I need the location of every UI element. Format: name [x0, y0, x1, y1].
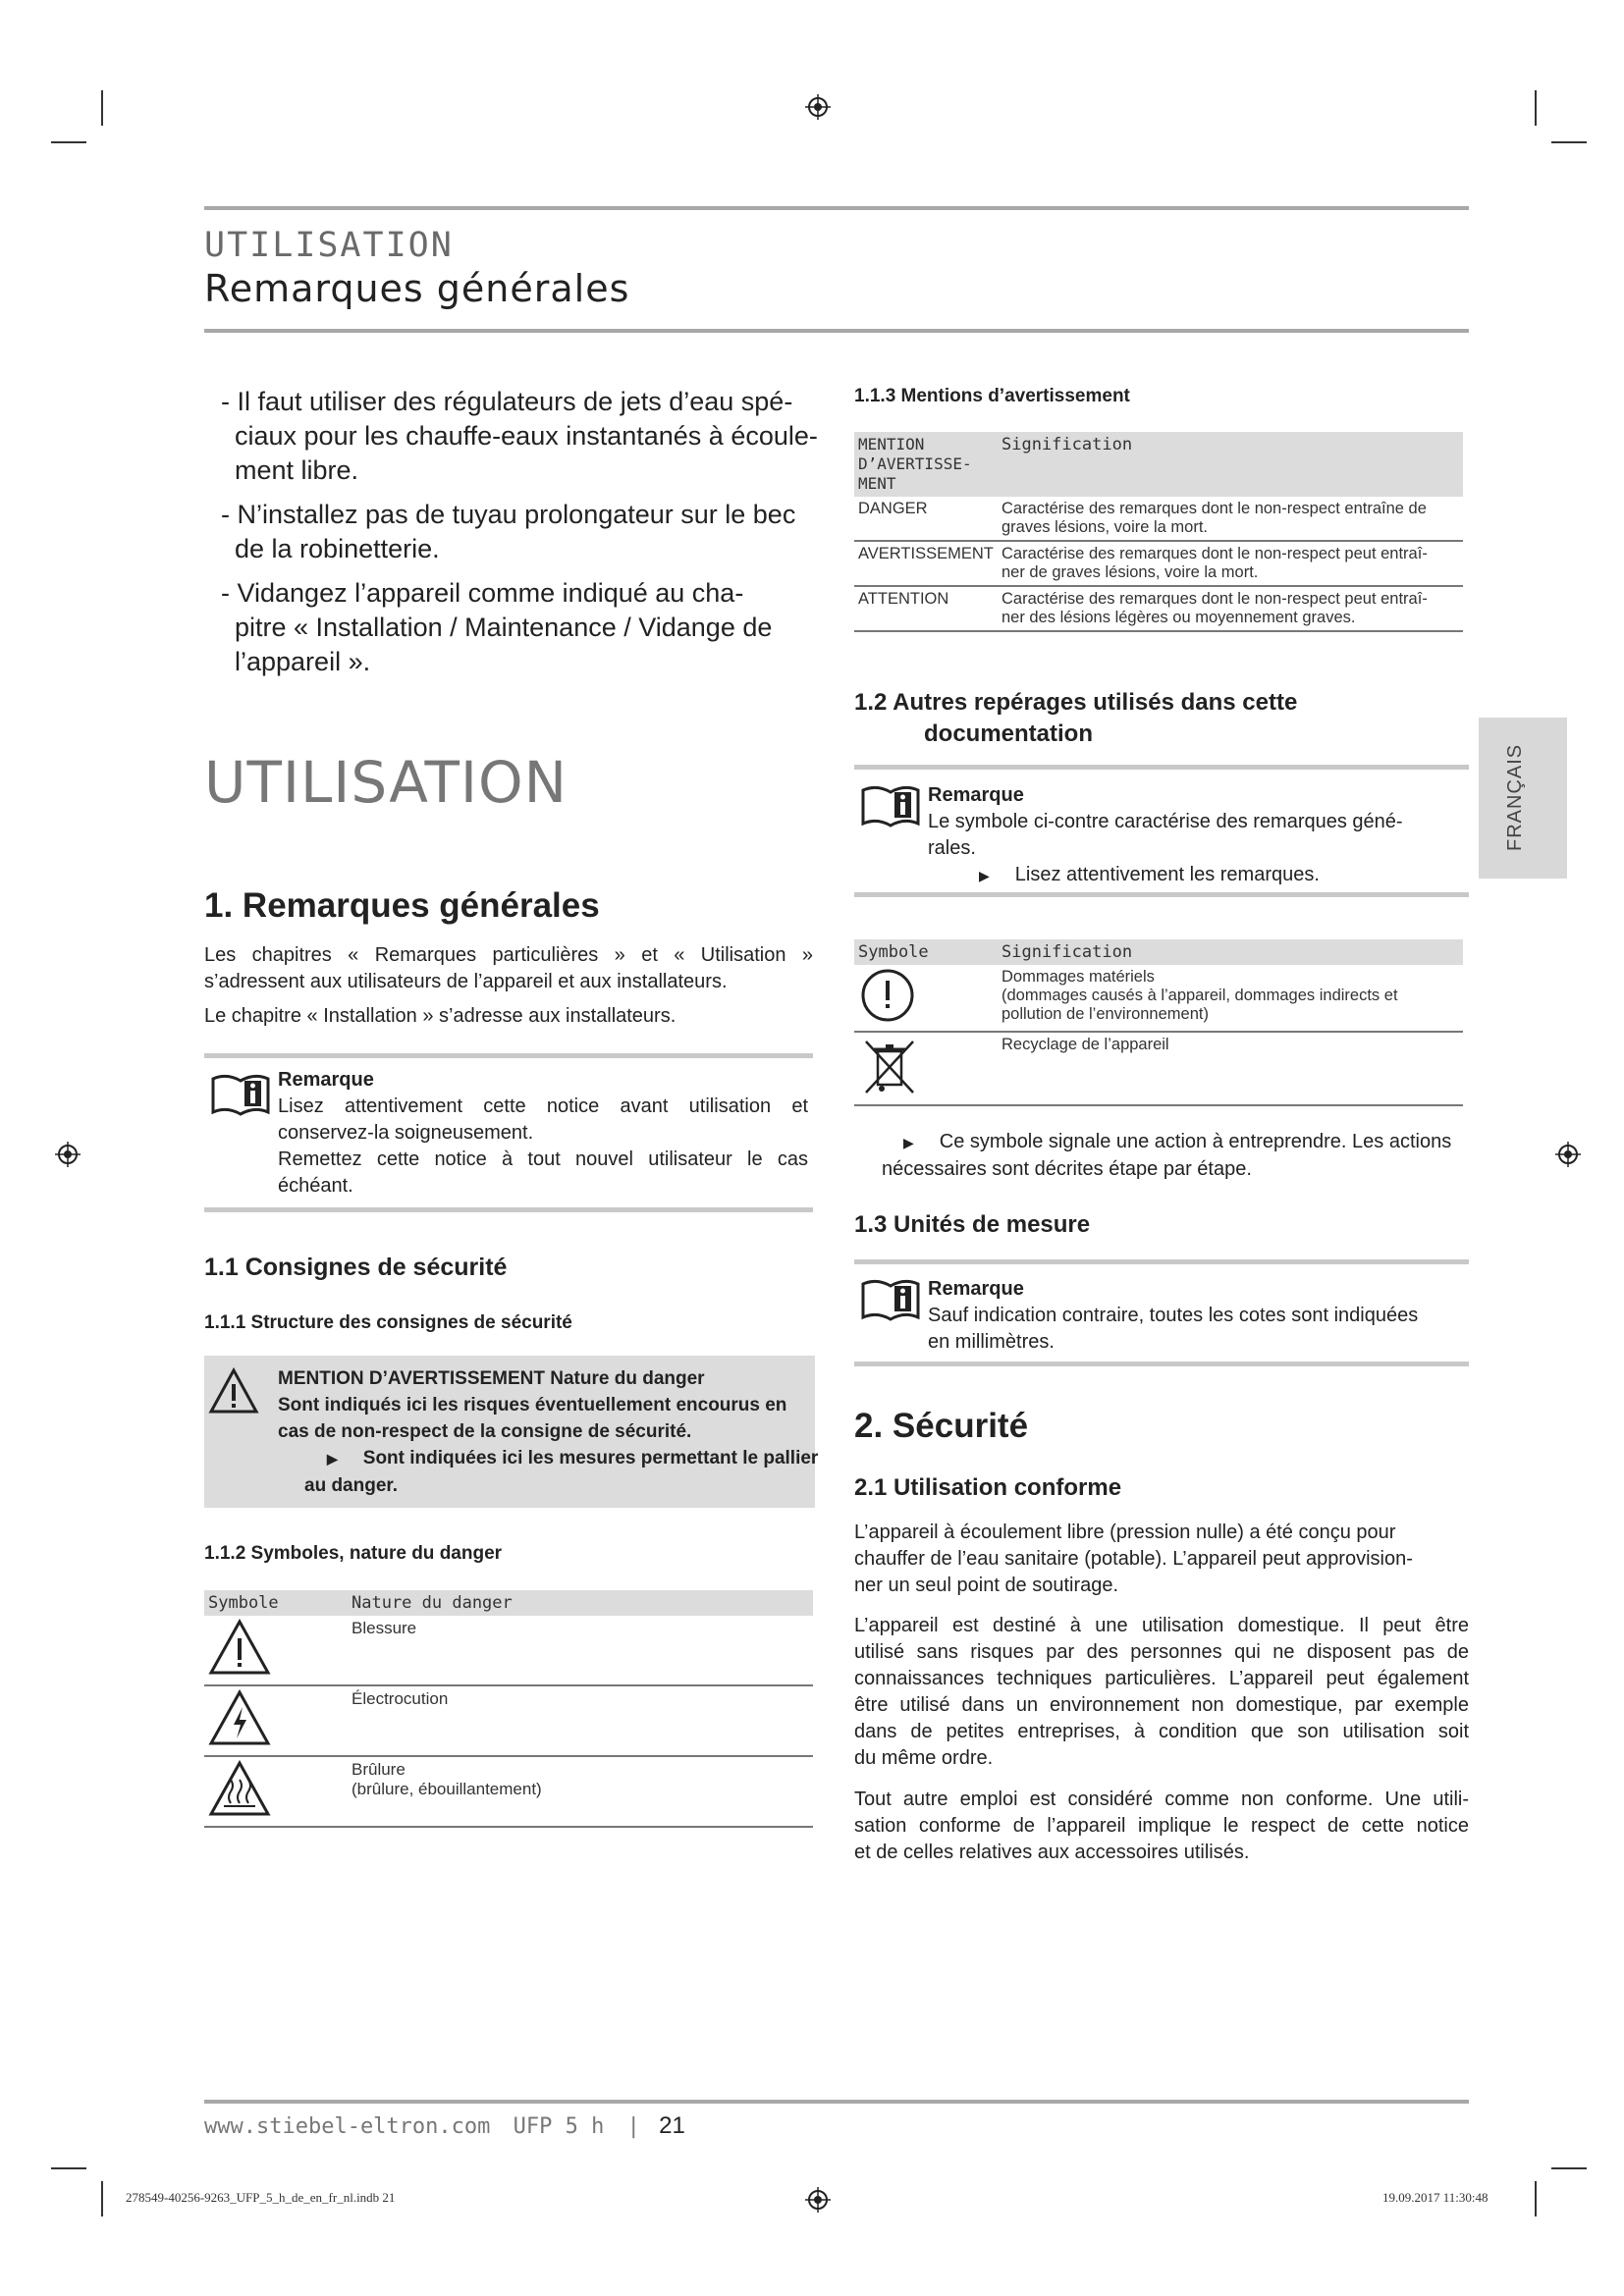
column-header: Symbole [204, 1590, 348, 1616]
signification-cell [998, 965, 1463, 1032]
section-heading-line: 1.2 Autres repérages utilisés dans cette [854, 689, 1298, 716]
action-explanation [882, 1129, 1510, 1183]
footer-product: UFP 5 h [513, 2114, 605, 2139]
warning-line: Sont indiqués ici les risques éventuellement encourus en [278, 1395, 787, 1415]
symbol-cell [204, 1616, 348, 1685]
column-header: Nature du danger [348, 1590, 813, 1616]
header-bottom-rule [204, 329, 1469, 333]
exclamation-circle-icon [858, 968, 917, 1023]
footer-rule [204, 2100, 1469, 2104]
list-item: - Il faut utiliser des régulateurs de jets d’eau spé- [221, 387, 793, 416]
signification-cell [998, 497, 1463, 541]
note-top-rule [854, 1259, 1469, 1264]
mention-table [854, 432, 1463, 632]
paragraph-line: connaissances techniques particulières. L’appareil peut également [854, 1668, 1469, 1689]
table-row [854, 1032, 1463, 1105]
footer-separator: | [626, 2114, 640, 2139]
column-header-line: MENT [858, 474, 896, 493]
note-line: Lisez attentivement cette notice avant utilisation et [278, 1095, 808, 1117]
page-number: 21 [659, 2112, 685, 2139]
column-header: Signification [998, 432, 1463, 497]
registration-mark-icon [1555, 1142, 1581, 1167]
crop-mark [101, 2181, 103, 2216]
warning-icon [208, 1619, 271, 1676]
note-remarque [928, 782, 1463, 889]
crop-mark [1551, 141, 1587, 143]
crop-mark [1551, 2167, 1587, 2169]
warning-action-text: Sont indiquées ici les mesures permettant le pallier [362, 1448, 819, 1468]
warning-action [278, 1445, 857, 1472]
warning-line: cas de non-respect de la consigne de sécurité. [278, 1421, 692, 1442]
paragraph-line: du même ordre. [854, 1747, 994, 1769]
paragraph-line: sation conforme de l’appareil implique le respect de cette notice [854, 1815, 1469, 1837]
crop-mark [1535, 90, 1537, 126]
crop-mark [101, 90, 103, 126]
note-line: Remettez cette notice à tout nouvel utilisateur le cas [278, 1148, 808, 1170]
header-category: UTILISATION [204, 226, 454, 265]
warning-text [278, 1365, 857, 1499]
note-remarque [278, 1067, 808, 1200]
list-item: - Vidangez l’appareil comme indiqué au cha- [221, 578, 744, 608]
arrow-right-icon: ▶ [903, 1135, 914, 1150]
paragraph-line: dans de petites entreprises, à condition que son utilisation soit [854, 1721, 1469, 1742]
paragraph [854, 1787, 1469, 1866]
list-item: - N’installez pas de tuyau prolongateur sur le bec [221, 500, 796, 529]
crop-mark [51, 2167, 86, 2169]
paragraph-line: utilisé sans risques par des personnes qui ne disposent pas de [854, 1641, 1469, 1663]
section-heading: 2. Sécurité [854, 1407, 1029, 1445]
table-row [854, 497, 1463, 541]
section-heading: 1.1 Consignes de sécurité [204, 1254, 508, 1281]
page-title: Remarques générales [204, 267, 630, 310]
paragraph-line: Les chapitres « Remarques particulières » et « Utilisation » [204, 944, 813, 966]
mention-cell: ATTENTION [854, 586, 998, 631]
electrocution-icon [208, 1689, 271, 1746]
table-row [204, 1756, 813, 1827]
symbol-table [854, 939, 1463, 1106]
action-text: Ce symbole signale une action à entreprendre. Les actions [939, 1131, 1452, 1152]
column-header: Signification [998, 939, 1463, 965]
bullet-list [221, 385, 820, 679]
paragraph-line: L’appareil est destiné à une utilisation domestique. Il peut être [854, 1615, 1469, 1636]
table-header-row [854, 432, 1463, 497]
paragraph-line: et de celles relatives aux accessoires utilisés. [854, 1842, 1250, 1863]
arrow-right-icon: ▶ [327, 1451, 338, 1467]
signification-line: Dommages matériels [1001, 968, 1155, 986]
note-line: rales. [928, 837, 976, 859]
footer [204, 2112, 685, 2140]
crop-mark [51, 141, 86, 143]
table-row [854, 541, 1463, 586]
signification-line: Caractérise des remarques dont le non-respect peut entraî- [1001, 545, 1428, 562]
table-row [854, 965, 1463, 1032]
paragraph [854, 1613, 1469, 1772]
danger-text [348, 1756, 813, 1827]
signification-cell [998, 1032, 1463, 1105]
table-row [204, 1616, 813, 1685]
note-line: conservez-la soigneusement. [278, 1122, 534, 1144]
section-heading [854, 687, 1297, 750]
list-item: ment libre. [235, 455, 359, 485]
note-top-rule [204, 1053, 813, 1058]
mention-cell: AVERTISSEMENT [854, 541, 998, 586]
hot-surface-icon [208, 1760, 271, 1817]
column-header: Symbole [854, 939, 998, 965]
table-header-row [204, 1590, 813, 1616]
symbol-cell [854, 965, 998, 1032]
section-heading: 1. Remarques générales [204, 886, 600, 925]
symbol-cell [854, 1032, 998, 1105]
note-top-rule [854, 765, 1469, 770]
action-text: nécessaires sont décrites étape par étape. [882, 1158, 1252, 1180]
paragraph-line: ner un seul point de soutirage. [854, 1575, 1119, 1596]
list-item: pitre « Installation / Maintenance / Vidange de [235, 613, 773, 642]
column-header [854, 432, 998, 497]
signification-cell [998, 586, 1463, 631]
paragraph-line: être utilisé dans un environnement non domestique, par exemple [854, 1694, 1469, 1716]
table-row [854, 586, 1463, 631]
section-heading: 1.1.2 Symboles, nature du danger [204, 1543, 503, 1564]
registration-mark-icon [805, 2187, 831, 2213]
table-row [204, 1685, 813, 1756]
header-top-rule [204, 206, 1469, 210]
section-heading: 1.1.3 Mentions d’avertissement [854, 386, 1130, 406]
column-header-line: D’AVERTISSE- [858, 454, 972, 473]
note-line: Sauf indication contraire, toutes les cotes sont indiquées [928, 1305, 1419, 1326]
paragraph-line: Tout autre emploi est considéré comme non conforme. Une utili- [854, 1789, 1469, 1810]
signification-line: Caractérise des remarques dont le non-respect entraîne de [1001, 500, 1427, 517]
paragraph-line: chauffer de l’eau sanitaire (potable). L’appareil peut approvision- [854, 1548, 1413, 1570]
note-line: échéant. [278, 1175, 353, 1197]
crossed-bin-icon [858, 1036, 921, 1096]
section-heading: 2.1 Utilisation conforme [854, 1474, 1122, 1501]
signification-line: ner des lésions légères ou moyennement graves. [1001, 609, 1356, 626]
section-heading: 1.3 Unités de mesure [854, 1211, 1091, 1238]
mention-cell: DANGER [854, 497, 998, 541]
footer-website: www.stiebel-eltron.com [204, 2114, 491, 2139]
symbol-cell [204, 1685, 348, 1756]
danger-text: Électrocution [348, 1685, 813, 1756]
print-slug-date: 19.09.2017 11:30:48 [1382, 2190, 1489, 2205]
note-title: Remarque [928, 1278, 1024, 1300]
note-line: en millimètres. [928, 1331, 1055, 1353]
section-heading-line: documentation [924, 721, 1093, 747]
danger-table [204, 1590, 813, 1828]
danger-text: Blessure [348, 1616, 813, 1685]
note-bottom-rule [204, 1207, 813, 1212]
warning-title: MENTION D’AVERTISSEMENT Nature du danger [278, 1368, 705, 1389]
action-line [882, 1129, 1510, 1156]
book-info-icon [210, 1069, 271, 1118]
note-title: Remarque [928, 784, 1024, 806]
list-item: de la robinetterie. [235, 534, 440, 563]
section-heading: 1.1.1 Structure des consignes de sécurité [204, 1312, 572, 1333]
registration-mark-icon [55, 1142, 81, 1167]
signification-line: ner de graves lésions, voire la mort. [1001, 563, 1259, 581]
list-item: l’appareil ». [235, 647, 371, 676]
signification-line: Recyclage de l’appareil [1001, 1036, 1169, 1053]
signification-line: (dommages causés à l’appareil, dommages indirects et [1001, 987, 1398, 1004]
danger-text-line: (brûlure, ébouillantement) [352, 1780, 542, 1798]
note-line: Le symbole ci-contre caractérise des remarques géné- [928, 811, 1403, 832]
note-remarque [928, 1276, 1463, 1356]
arrow-right-icon: ▶ [979, 868, 990, 883]
signification-line: graves lésions, voire la mort. [1001, 518, 1208, 536]
note-action-text: Lisez attentivement les remarques. [1014, 864, 1320, 885]
crop-mark [1535, 2181, 1537, 2216]
book-info-icon [860, 780, 921, 829]
section-category-title: UTILISATION [204, 749, 568, 816]
paragraph [854, 1520, 1469, 1599]
language-tab [1479, 718, 1567, 879]
signification-line: pollution de l’environnement) [1001, 1005, 1209, 1023]
note-bottom-rule [854, 1362, 1469, 1366]
signification-cell [998, 541, 1463, 586]
paragraph-line: L’appareil à écoulement libre (pression nulle) a été conçu pour [854, 1522, 1396, 1543]
note-action [928, 862, 1463, 889]
column-header-line: MENTION [858, 435, 925, 454]
paragraph-line: s’adressent aux utilisateurs de l’appareil et aux installateurs. [204, 971, 728, 992]
warning-icon [208, 1367, 259, 1415]
note-bottom-rule [854, 892, 1469, 897]
warning-line: au danger. [304, 1475, 399, 1496]
book-info-icon [860, 1274, 921, 1323]
list-item: ciaux pour les chauffe-eaux instantanés à écoule- [235, 421, 818, 451]
language-tab-label: FRANÇAIS [1504, 743, 1526, 851]
symbol-cell [204, 1756, 348, 1827]
note-title: Remarque [278, 1069, 374, 1091]
table-header-row [854, 939, 1463, 965]
paragraph-line: Le chapitre « Installation » s’adresse aux installateurs. [204, 1005, 677, 1027]
signification-line: Caractérise des remarques dont le non-respect peut entraî- [1001, 590, 1428, 608]
paragraph [204, 942, 813, 1030]
registration-mark-icon [805, 94, 831, 120]
danger-text-line: Brûlure [352, 1760, 406, 1779]
print-slug-file: 278549-40256-9263_UFP_5_h_de_en_fr_nl.indb 21 [126, 2190, 396, 2205]
